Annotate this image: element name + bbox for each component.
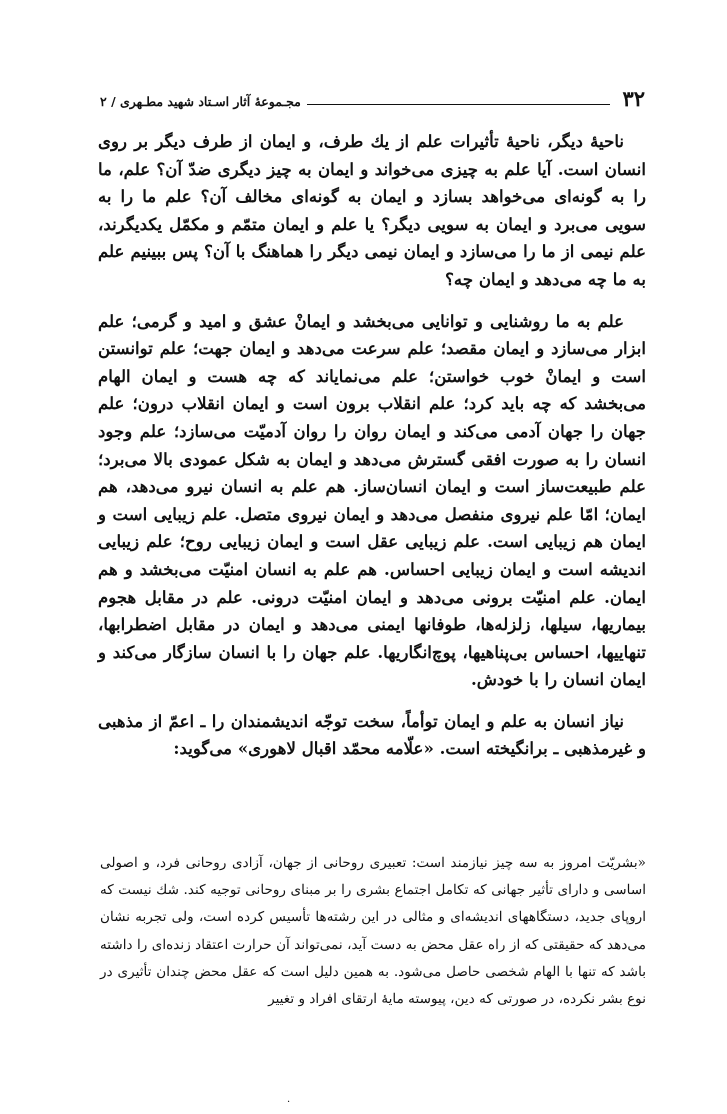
paragraph-what-science-gives: علم به ما روشنایی و توانایی می‌بخشد و ایمانْ عشق و امید و گرمی؛ علم ابزار می‌سازد و ایمان مقصد؛ علم سرعت می‌دهد و ایمان جهت؛ علم توانستن است و ایمانْ خوب خواستن؛ علم می‌نمایاند که چه هست و ایمان الهام می‌بخشد که چه باید کرد؛ علم انقلاب برون است و ایمان انقلاب درون؛ علم جهان را جهان آدمی می‌کند و ایمان روان را روان آدمیّت می‌سازد؛ علم وجود انسان را به صورت افقی گسترش می‌دهد و ایمان به شکل عمودی بالا می‌برد؛ علم طبیعت‌ساز است و ایمان انسان‌ساز. هم علم به انسان نیرو می‌دهد، هم ایمان؛ امّا علم نیروی منفصل می‌دهد و ایمان نیروی متصل. علم زیبایی است و ایمان هم زیبایی است. علم زیبایی عقل است و ایمان زیبایی روح؛ علم زیبایی اندیشه است و ایمان زیبایی احساس. هم علم به انسان امنیّت می‌بخشد و هم ایمان. علم امنیّت برونی می‌دهد و ایمان امنیّت درونی. علم در مقابل هجوم بیماریها، سیلها، زلزله‌ها، طوفانها ایمنی می‌دهد و ایمان در مقابل اضطرابها، تنهاییها، احساس بی‌پناهیها، پوچ‌انگاریها. علم جهان را با انسان سازگار می‌کند و ایمان انسان را با خودش. — [98, 310, 646, 690]
footer-mark: · — [287, 1097, 291, 1108]
paragraph-iqbal-intro: نیاز انسان به علم و ایمان توأماً، سخت توجّه اندیشمندان را ـ اعمّ از مذهبی و غیرمذهبی ـ برانگیخته است. «علّامه محمّد اقبال لاهوری» می‌گوید: — [98, 710, 646, 759]
header-rule — [307, 104, 611, 105]
running-header — [100, 86, 645, 110]
page-number: ۳۲ — [622, 86, 645, 111]
body-text — [98, 128, 646, 777]
iqbal-quote: «بشریّت امروز به سه چیز نیازمند است: تعبیری روحانی از جهان، آزادی روحانی فرد، و اصولی اساسی و دارای تأثیر جهانی که تکامل اجتماع بشری را بر مبنای روحانی توجیه کند. شك نیست که اروپای جدید، دستگاههای اندیشه‌ای و مثالی در این رشته‌ها تأسیس کرده است، ولی تجربه نشان می‌دهد که حقیقتی که از راه عقل محض به دست آید، نمی‌تواند آن حرارت اعتقاد زنده‌ای را داشته باشد که تنها با الهام شخصی حاصل می‌شود. به همین دلیل است که عقل محض چندان تأثیری در نوع بشر نکرده، در صورتی که دین، پیوسته مایهٔ ارتقای افراد و تغییر — [100, 855, 646, 1008]
paragraph-science-faith-effects: ناحیهٔ دیگر، ناحیهٔ تأثیرات علم از یك طرف، و ایمان از طرف دیگر بر روی انسان است. آیا علم به چیزی می‌خواند و ایمان به چیز دیگری ضدّ آن؟ علم، ما را به گونه‌ای می‌خواهد بسازد و ایمان به گونه‌ای مخالف آن؟ علم ما را به سویی می‌برد و ایمان به سویی دیگر؟ یا علم و ایمان متمّم و مکمّل یکدیگرند، علم نیمی از ما را می‌سازد و ایمان نیمی دیگر را هماهنگ با آن؟ پس ببینیم علم به ما چه می‌دهد و ایمان چه؟ — [98, 131, 646, 289]
running-title: مجـموعهٔ آثار اسـتاد شهید مطـهری / ۲ — [100, 94, 301, 109]
